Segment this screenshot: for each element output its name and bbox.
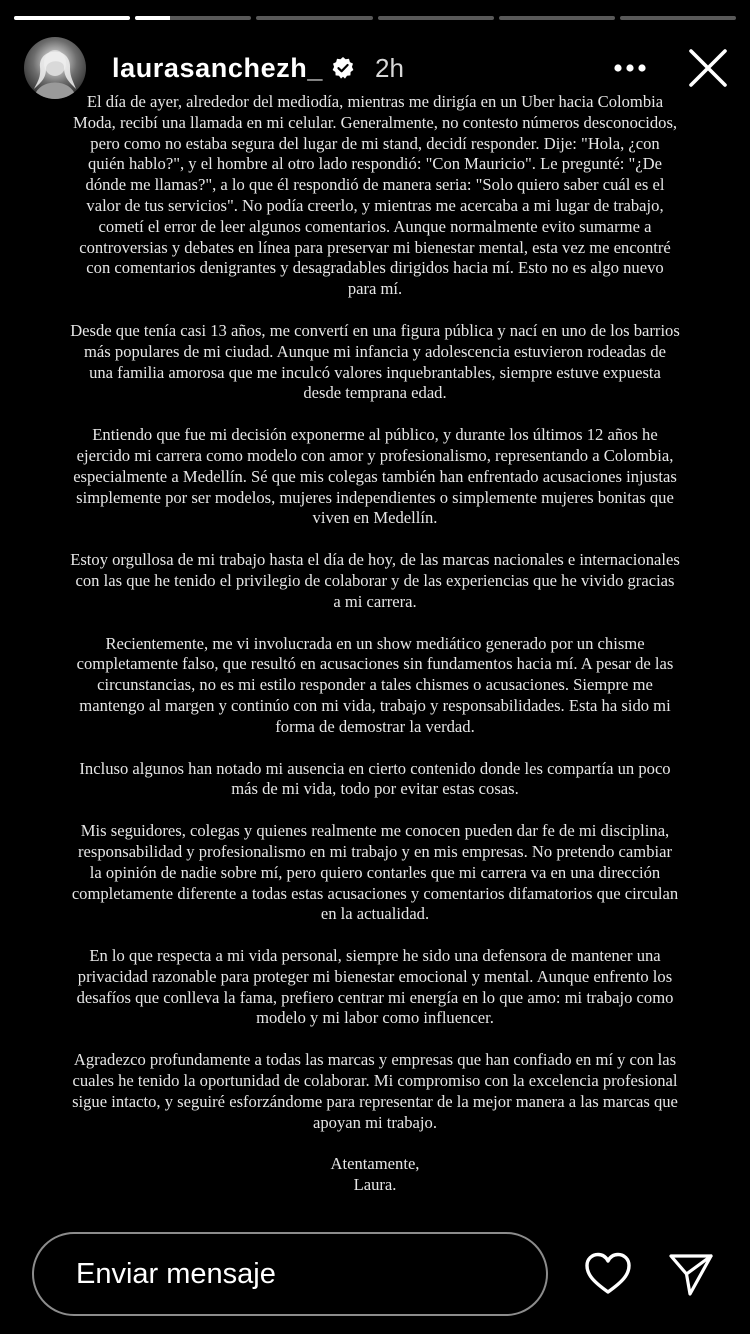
progress-segment — [499, 16, 615, 20]
more-dots-icon[interactable] — [610, 48, 650, 88]
story-paragraph: Estoy orgullosa de mi trabajo hasta el día de hoy, de las marcas nacionales e internacionales con las que he tenido el privilegio de colaborar y de las experiencias que he vivido gracias a mi carrera. — [70, 550, 680, 611]
closing-line: Atentamente, — [330, 1154, 420, 1174]
story-footer — [32, 1231, 728, 1317]
post-time: 2h — [375, 52, 404, 83]
story-header — [24, 36, 730, 100]
story-paragraph: El día de ayer, alrededor del mediodía, mientras me dirigía en un Uber hacia Colombia Moda, recibí una llamada en mi celular. Generalmente, no contesto números desconocidos, pero como no estaba segura del lugar de mi stand, decidí responder. Dije: "Hola, ¿con quién hablo?", y el hombre al otro lado respondió: "Con Mauricio". Le pregunté: "¿De dónde me llamas?", a lo que él respondió de manera seria: "Solo quiero saber cuál es el valor de tus servicios". No podía creerlo, y mientras me acercaba a mi lugar de trabajo, cometí el error de leer algunos comentarios. Aunque normalmente evito sumarme a controversias y debates en línea para preservar mi bienestar mental, esta vez me encontré con comentarios denigrantes y desagradables dirigidos hacia mí. Esto no es algo nuevo para mí. — [72, 92, 678, 299]
progress-segment — [378, 16, 494, 20]
send-message-input[interactable] — [32, 1232, 548, 1316]
heart-icon[interactable] — [584, 1250, 632, 1298]
story-paragraph: Desde que tenía casi 13 años, me convertí en una figura pública y nací en uno de los barrios más populares de mi ciudad. Aunque mi infancia y adolescencia estuvieron rodeadas de una familia amorosa que me inculcó valores inquebrantables, siempre estuve expuesta desde temprana edad. — [70, 320, 680, 403]
story-paragraph: Recientemente, me vi involucrada en un show mediático generado por un chisme completamente falso, que resultó en acusaciones sin fundamentos hacia mí. A pesar de las circunstancias, no es mi estilo responder a tales chismes o acusaciones. Siempre me mantengo al margen y continúo con mi vida, trabajo y responsabilidades. Esta ha sido mi forma de demostrar la verdad. — [76, 633, 674, 736]
avatar[interactable] — [24, 37, 86, 99]
close-icon[interactable] — [686, 46, 730, 90]
verified-badge-icon — [331, 56, 355, 80]
progress-segment — [256, 16, 372, 20]
story-text — [70, 92, 680, 1217]
story-paragraph: En lo que respecta a mi vida personal, siempre he sido una defensora de mantener una privacidad razonable para proteger mi bienestar emocional y mental. Aunque enfrento los desafíos que conlleva la fama, prefiero centrar mi energía en lo que amo: mi trabajo como modelo y mi labor como influencer. — [76, 946, 674, 1028]
story-paragraph: Agradezco profundamente a todas las marcas y empresas que han confiado en mí y con las cuales he tenido la oportunidad de colaborar. Mi compromiso con la excelencia profesional sigue intacto, y seguiré esforzándome para representar de la mejor manera a las marcas que apoyan mi trabajo. — [72, 1050, 678, 1132]
progress-segment — [14, 16, 130, 20]
story-paragraph: Mis seguidores, colegas y quienes realmente me conocen pueden dar fe de mi disciplina, responsabilidad y profesionalismo en mi trabajo y en mis empresas. No pretendo cambiar la opinión de nadie sobre mí, pero quiero contarles que mi carrera va en una dirección completamente diferente a todas estas acusaciones y comentarios difamatorios que circulan en la actualidad. — [71, 821, 679, 924]
story-progress-bar — [14, 16, 736, 20]
message-placeholder: Enviar mensaje — [76, 1257, 276, 1290]
progress-segment — [620, 16, 736, 20]
username[interactable]: laurasanchezh_ — [112, 52, 323, 83]
progress-segment — [135, 16, 251, 20]
send-icon[interactable] — [668, 1251, 714, 1297]
story-closing — [70, 1154, 680, 1196]
story-paragraph: Incluso algunos han notado mi ausencia en cierto contenido donde les compartía un poco más de mi vida, todo por evitar estas cosas. — [79, 758, 671, 799]
signature-line: Laura. — [353, 1175, 397, 1195]
story-paragraph: Entiendo que fue mi decisión exponerme al público, y durante los últimos 12 años he ejercido mi carrera como modelo con amor y profesionalismo, representando a Colombia, especialmente a Medellín. Sé que mis colegas también han enfrentado acusaciones injustas simplemente por ser modelos, mujeres independientes o simplemente mujeres bonitas que viven en Medellín. — [73, 425, 677, 528]
